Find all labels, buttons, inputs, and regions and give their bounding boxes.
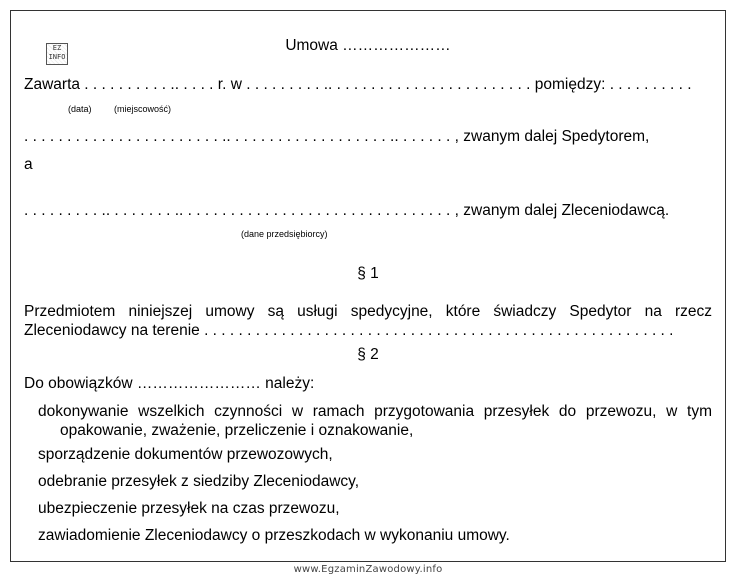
duty-item: sporządzenie dokumentów przewozowych, bbox=[38, 446, 333, 463]
line-zawarta: Zawarta . . . . . . . . . . .. . . . . r. w . . . . . . . . . .. . . . . . . . . . . . . . . . . . . . . . . . pomiędzy: . . . . . . . . . . bbox=[24, 76, 692, 93]
label-data: (data) bbox=[68, 104, 92, 114]
watermark: www.EgzaminZawodowy.info bbox=[293, 564, 443, 575]
paragraph-1: Przedmiotem niniejszej umowy są usługi spedycyjne, które świadczy Spedytor na rzecz Zleceniodawcy na terenie . . . . . . . . . . . . . . . . . . . . . . . . . . . . . . . . . . . . . . . . . . . . . . . . . . . . . . . bbox=[24, 303, 712, 339]
document-title: Umowa ………………… bbox=[285, 37, 451, 54]
duty-item: zawiadomienie Zleceniodawcy o przeszkodach w wykonaniu umowy. bbox=[38, 527, 510, 544]
duty-item: ubezpieczenie przesyłek na czas przewozu, bbox=[38, 500, 340, 517]
section-1-heading: § 1 bbox=[357, 265, 379, 282]
label-dane-przedsiebiorcy: (dane przedsiębiorcy) bbox=[241, 229, 328, 239]
ez-info-logo: EZ INFO bbox=[46, 43, 68, 65]
label-miejscowosc: (miejscowość) bbox=[114, 104, 172, 114]
paragraph-2-intro: Do obowiązków …………………… należy: bbox=[24, 375, 315, 392]
section-2-heading: § 2 bbox=[357, 346, 379, 363]
duty-item bbox=[38, 402, 712, 440]
duty-item: odebranie przesyłek z siedziby Zleceniodawcy, bbox=[38, 473, 360, 490]
line-a: a bbox=[24, 156, 33, 173]
duty-text: dokonywanie wszelkich czynności w ramach przygotowania przesyłek do przewozu, w tym opakowanie, zważenie, przeliczenie i oznakowanie, bbox=[38, 403, 712, 439]
line-zleceniodawca: . . . . . . . . . .. . . . . . . . .. . . . . . . . . . . . . . . . . . . . . . . . . . . . . . . . , zwanym dalej Zleceniodawcą. bbox=[24, 202, 670, 219]
line-spedytor: . . . . . . . . . . . . . . . . . . . . . . . .. . . . . . . . . . . . . . . . . . . .. . . . . . . , zwanym dalej Spedytorem, bbox=[24, 128, 650, 145]
